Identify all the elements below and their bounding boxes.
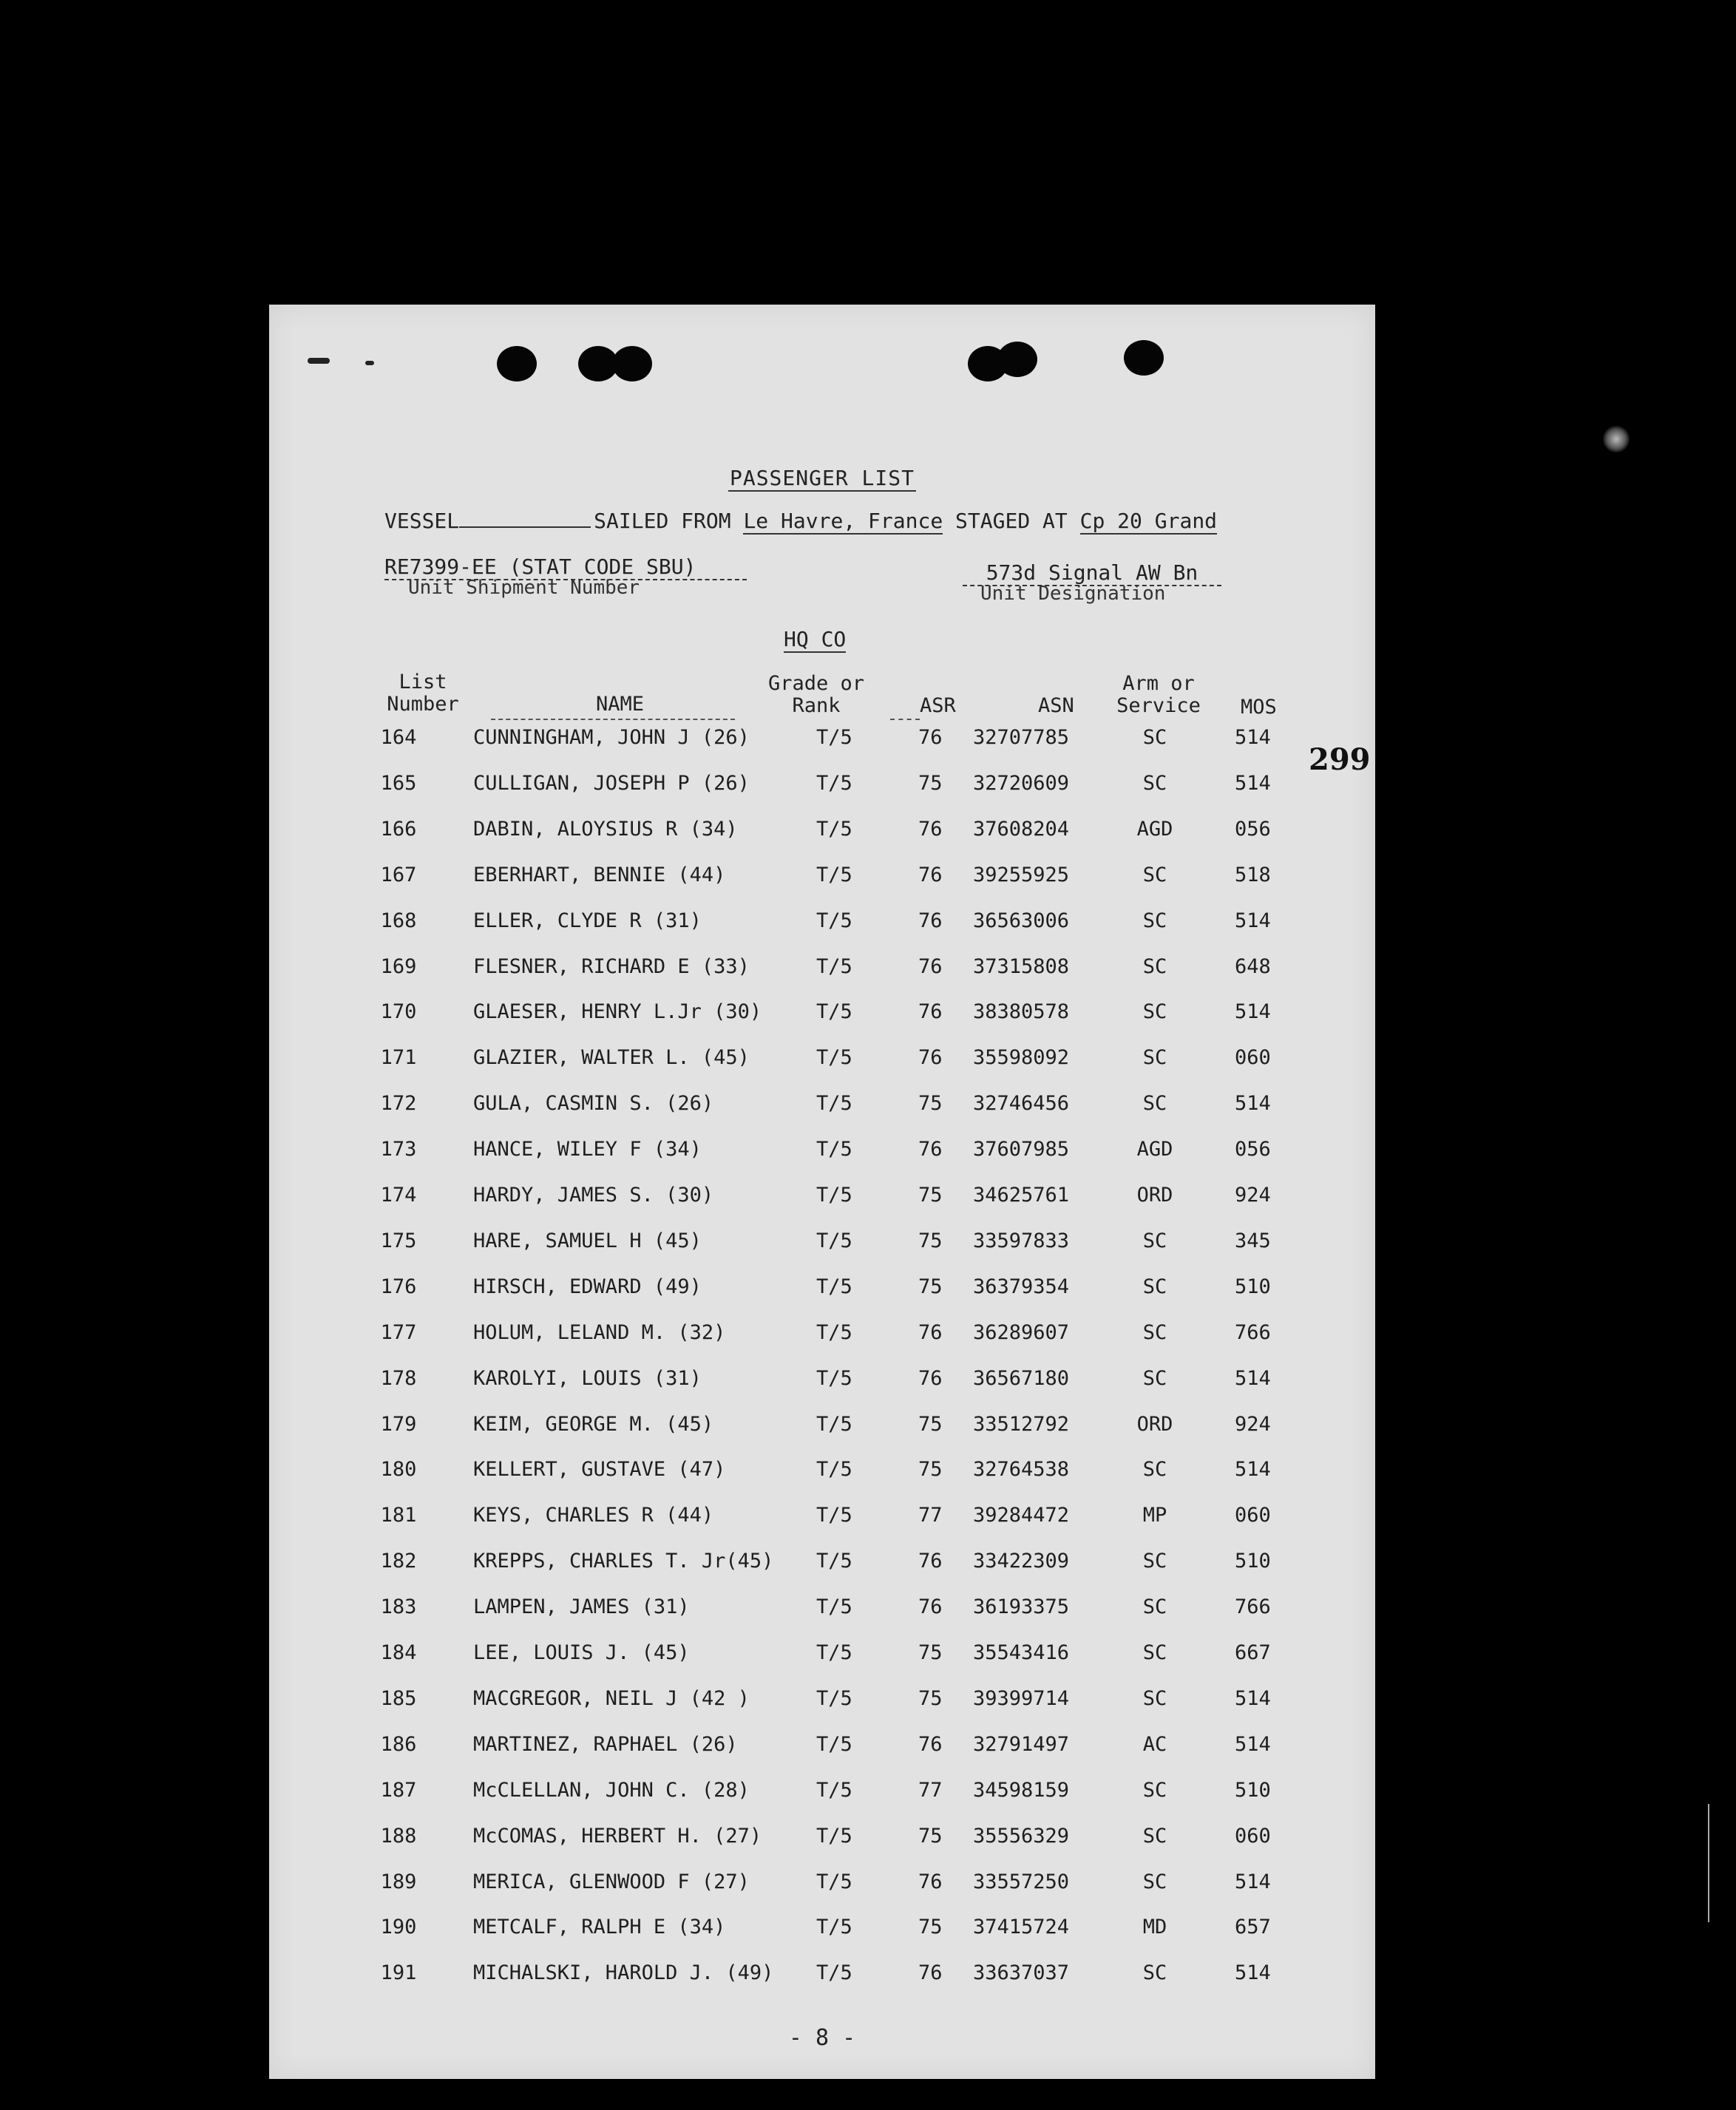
asr-cell: 76: [918, 817, 943, 841]
header-list-number: List Number: [387, 671, 459, 716]
grade-cell: T/5: [816, 1916, 852, 1939]
header-grade: Grade or Rank: [767, 672, 865, 717]
asr-cell: 76: [918, 1000, 943, 1024]
name-cell: HIRSCH, EDWARD (49): [473, 1275, 702, 1298]
asr-cell: 77: [918, 1778, 943, 1802]
asn-cell: 33637037: [973, 1961, 1070, 1985]
grade-cell: T/5: [816, 1961, 852, 1985]
asn-cell: 36379354: [973, 1275, 1070, 1298]
asn-cell: 32746456: [973, 1092, 1070, 1116]
name-cell: HARE, SAMUEL H (45): [473, 1229, 702, 1252]
name-cell: MERICA, GLENWOOD F (27): [473, 1870, 750, 1893]
list-number-cell: 171: [380, 1046, 417, 1070]
arm-cell: ORD: [1136, 1412, 1173, 1436]
table-row: [269, 864, 1375, 893]
asr-cell: 76: [918, 1732, 943, 1756]
list-number-cell: 174: [380, 1184, 417, 1207]
header-rule: [890, 719, 920, 720]
asn-cell: 32720609: [973, 771, 1070, 795]
asn-cell: 37607985: [973, 1138, 1070, 1161]
list-number-cell: 185: [380, 1686, 417, 1710]
name-cell: DABIN, ALOYSIUS R (34): [473, 817, 738, 841]
list-number-cell: 165: [380, 771, 417, 795]
name-cell: ELLER, CLYDE R (31): [473, 909, 702, 932]
vessel-line: [384, 509, 1217, 533]
grade-cell: T/5: [816, 817, 852, 841]
grade-cell: T/5: [816, 1184, 852, 1207]
document-page: [269, 305, 1375, 2079]
grade-cell: T/5: [816, 954, 852, 978]
asn-cell: 38380578: [973, 1000, 1070, 1024]
header-asr: ASR: [920, 694, 956, 717]
mos-cell: 514: [1235, 909, 1271, 932]
table-row: [269, 1825, 1375, 1854]
arm-cell: SC: [1142, 1320, 1167, 1344]
ink-speck: [308, 358, 330, 364]
mos-cell: 510: [1235, 1778, 1271, 1802]
asn-cell: 37608204: [973, 817, 1070, 841]
list-number-cell: 189: [380, 1870, 417, 1893]
list-number-cell: 186: [380, 1732, 417, 1756]
table-row: [269, 1092, 1375, 1122]
table-row: [269, 1321, 1375, 1351]
mos-cell: 514: [1235, 1458, 1271, 1482]
list-number-cell: 187: [380, 1778, 417, 1802]
name-cell: MACGREGOR, NEIL J (42 ): [473, 1686, 750, 1710]
asn-cell: 39284472: [973, 1504, 1070, 1527]
shipment-caption: Unit Shipment Number: [408, 577, 640, 599]
asn-cell: 36289607: [973, 1320, 1070, 1344]
asr-cell: 76: [918, 1366, 943, 1390]
table-row: [269, 772, 1375, 801]
name-cell: LAMPEN, JAMES (31): [473, 1595, 690, 1619]
grade-cell: T/5: [816, 1686, 852, 1710]
name-cell: EBERHART, BENNIE (44): [473, 863, 726, 886]
asr-cell: 76: [918, 726, 943, 749]
grade-cell: T/5: [816, 726, 852, 749]
asn-cell: 33422309: [973, 1550, 1070, 1573]
unit-designation: 573d Signal AW Bn: [963, 560, 1221, 586]
arm-cell: SC: [1142, 1595, 1167, 1619]
asr-cell: 75: [918, 1824, 943, 1848]
mos-cell: 514: [1235, 1961, 1271, 1985]
grade-cell: T/5: [816, 1870, 852, 1893]
mos-cell: 657: [1235, 1916, 1271, 1939]
table-row: [269, 726, 1375, 756]
name-cell: KEYS, CHARLES R (44): [473, 1504, 714, 1527]
asn-cell: 36563006: [973, 909, 1070, 932]
mos-cell: 514: [1235, 1000, 1271, 1024]
asr-cell: 75: [918, 1458, 943, 1482]
arm-cell: SC: [1142, 1366, 1167, 1390]
mos-cell: 514: [1235, 1732, 1271, 1756]
asn-cell: 32791497: [973, 1732, 1070, 1756]
asn-cell: 35556329: [973, 1824, 1070, 1848]
name-cell: LEE, LOUIS J. (45): [473, 1641, 690, 1664]
table-row: [269, 909, 1375, 939]
mos-cell: 514: [1235, 1092, 1271, 1116]
vessel-label: VESSEL: [384, 509, 460, 533]
arm-cell: SC: [1142, 1550, 1167, 1573]
stamp-number: 299: [1309, 742, 1371, 777]
asn-cell: 32707785: [973, 726, 1070, 749]
mos-cell: 510: [1235, 1550, 1271, 1573]
list-number-cell: 177: [380, 1320, 417, 1344]
punch-hole: [997, 342, 1037, 377]
mos-cell: 510: [1235, 1275, 1271, 1298]
asn-cell: 39399714: [973, 1686, 1070, 1710]
table-row: [269, 1550, 1375, 1579]
mos-cell: 924: [1235, 1412, 1271, 1436]
asr-cell: 76: [918, 1138, 943, 1161]
grade-cell: T/5: [816, 1366, 852, 1390]
asn-cell: 33597833: [973, 1229, 1070, 1252]
asr-cell: 75: [918, 1184, 943, 1207]
list-number-cell: 190: [380, 1916, 417, 1939]
staged-at-label: STAGED AT: [955, 509, 1068, 533]
asn-cell: 36193375: [973, 1595, 1070, 1619]
arm-cell: SC: [1142, 1778, 1167, 1802]
asn-cell: 35543416: [973, 1641, 1070, 1664]
page-title: [269, 466, 1375, 490]
table-row: [269, 1779, 1375, 1808]
table-row: [269, 1916, 1375, 1945]
page-number: - 8 -: [788, 2025, 856, 2051]
table-row: [269, 1870, 1375, 1900]
name-cell: MICHALSKI, HAROLD J. (49): [473, 1961, 774, 1985]
name-cell: GLAZIER, WALTER L. (45): [473, 1046, 750, 1070]
mos-cell: 514: [1235, 1366, 1271, 1390]
mos-cell: 514: [1235, 1870, 1271, 1893]
mos-cell: 648: [1235, 954, 1271, 978]
name-cell: HARDY, JAMES S. (30): [473, 1184, 714, 1207]
asr-cell: 75: [918, 1412, 943, 1436]
name-cell: KEIM, GEORGE M. (45): [473, 1412, 714, 1436]
name-cell: KELLERT, GUSTAVE (47): [473, 1458, 726, 1482]
arm-cell: SC: [1142, 863, 1167, 886]
table-row: [269, 1961, 1375, 1991]
arm-cell: SC: [1142, 954, 1167, 978]
mos-cell: 514: [1235, 726, 1271, 749]
list-number-cell: 176: [380, 1275, 417, 1298]
list-number-cell: 184: [380, 1641, 417, 1664]
header-rule: [491, 719, 735, 720]
asr-cell: 76: [918, 1320, 943, 1344]
name-cell: METCALF, RALPH E (34): [473, 1916, 726, 1939]
list-number-cell: 183: [380, 1595, 417, 1619]
table-row: [269, 1413, 1375, 1442]
shipment-number: RE7399-EE (STAT CODE SBU): [384, 554, 747, 580]
grade-cell: T/5: [816, 1275, 852, 1298]
asn-cell: 39255925: [973, 863, 1070, 886]
list-number-cell: 188: [380, 1824, 417, 1848]
name-cell: MARTINEZ, RAPHAEL (26): [473, 1732, 738, 1756]
arm-cell: AGD: [1136, 817, 1173, 841]
grade-cell: T/5: [816, 1092, 852, 1116]
list-number-cell: 166: [380, 817, 417, 841]
list-number-cell: 180: [380, 1458, 417, 1482]
header-asn: ASN: [1038, 694, 1074, 717]
grade-cell: T/5: [816, 1504, 852, 1527]
arm-cell: MP: [1142, 1504, 1167, 1527]
name-cell: HOLUM, LELAND M. (32): [473, 1320, 726, 1344]
light-glare: [1603, 426, 1630, 452]
asn-cell: 33557250: [973, 1870, 1070, 1893]
asr-cell: 75: [918, 1686, 943, 1710]
grade-cell: T/5: [816, 1412, 852, 1436]
mos-cell: 518: [1235, 863, 1271, 886]
list-number-cell: 191: [380, 1961, 417, 1985]
punch-hole: [612, 346, 652, 381]
mos-cell: 056: [1235, 1138, 1271, 1161]
grade-cell: T/5: [816, 1778, 852, 1802]
sailed-from-value: Le Havre, France: [743, 509, 943, 533]
list-number-cell: 170: [380, 1000, 417, 1024]
asr-cell: 77: [918, 1504, 943, 1527]
arm-cell: SC: [1142, 1000, 1167, 1024]
table-row: [269, 1687, 1375, 1717]
arm-cell: MD: [1142, 1916, 1167, 1939]
mos-cell: 514: [1235, 771, 1271, 795]
arm-cell: SC: [1142, 1824, 1167, 1848]
asr-cell: 76: [918, 1870, 943, 1893]
list-number-cell: 181: [380, 1504, 417, 1527]
asn-cell: 33512792: [973, 1412, 1070, 1436]
grade-cell: T/5: [816, 1229, 852, 1252]
arm-cell: SC: [1142, 1870, 1167, 1893]
asn-cell: 35598092: [973, 1046, 1070, 1070]
asr-cell: 76: [918, 909, 943, 932]
grade-cell: T/5: [816, 1595, 852, 1619]
mos-cell: 766: [1235, 1595, 1271, 1619]
table-row: [269, 955, 1375, 985]
arm-cell: AGD: [1136, 1138, 1173, 1161]
table-row: [269, 1595, 1375, 1625]
name-cell: HANCE, WILEY F (34): [473, 1138, 702, 1161]
table-row: [269, 1000, 1375, 1030]
mos-cell: 514: [1235, 1686, 1271, 1710]
punch-hole: [497, 346, 537, 381]
asr-cell: 76: [918, 1961, 943, 1985]
list-number-cell: 172: [380, 1092, 417, 1116]
asr-cell: 75: [918, 1229, 943, 1252]
mos-cell: 060: [1235, 1824, 1271, 1848]
arm-cell: ORD: [1136, 1184, 1173, 1207]
arm-cell: SC: [1142, 1458, 1167, 1482]
grade-cell: T/5: [816, 1046, 852, 1070]
asr-cell: 76: [918, 1550, 943, 1573]
arm-cell: SC: [1142, 1229, 1167, 1252]
list-number-cell: 175: [380, 1229, 417, 1252]
grade-cell: T/5: [816, 863, 852, 886]
list-number-cell: 164: [380, 726, 417, 749]
grade-cell: T/5: [816, 1550, 852, 1573]
name-cell: McCOMAS, HERBERT H. (27): [473, 1824, 762, 1848]
list-number-cell: 173: [380, 1138, 417, 1161]
name-cell: GULA, CASMIN S. (26): [473, 1092, 714, 1116]
name-cell: GLAESER, HENRY L.Jr (30): [473, 1000, 762, 1024]
asn-cell: 32764538: [973, 1458, 1070, 1482]
arm-cell: SC: [1142, 1641, 1167, 1664]
asn-cell: 34625761: [973, 1184, 1070, 1207]
list-number-cell: 178: [380, 1366, 417, 1390]
table-row: [269, 1641, 1375, 1671]
asr-cell: 75: [918, 1092, 943, 1116]
grade-cell: T/5: [816, 1000, 852, 1024]
grade-cell: T/5: [816, 1320, 852, 1344]
grade-cell: T/5: [816, 1641, 852, 1664]
asr-cell: 76: [918, 1595, 943, 1619]
name-cell: KREPPS, CHARLES T. Jr(45): [473, 1550, 774, 1573]
asr-cell: 76: [918, 1046, 943, 1070]
table-row: [269, 1733, 1375, 1763]
table-row: [269, 1229, 1375, 1259]
name-cell: KAROLYI, LOUIS (31): [473, 1366, 702, 1390]
grade-cell: T/5: [816, 1824, 852, 1848]
list-number-cell: 169: [380, 954, 417, 978]
grade-cell: T/5: [816, 1458, 852, 1482]
asn-cell: 37415724: [973, 1916, 1070, 1939]
scan-edge-line: [1708, 1804, 1709, 1922]
section-heading: HQ CO: [784, 627, 847, 651]
header-arm: Arm or Service: [1116, 672, 1201, 717]
grade-cell: T/5: [816, 1138, 852, 1161]
table-row: [269, 1504, 1375, 1533]
arm-cell: SC: [1142, 726, 1167, 749]
asr-cell: 75: [918, 1916, 943, 1939]
list-number-cell: 182: [380, 1550, 417, 1573]
mos-cell: 056: [1235, 817, 1271, 841]
asn-cell: 34598159: [973, 1778, 1070, 1802]
header-name: NAME: [596, 693, 645, 716]
arm-cell: SC: [1142, 1275, 1167, 1298]
arm-cell: SC: [1142, 1961, 1167, 1985]
table-row: [269, 1275, 1375, 1305]
asr-cell: 76: [918, 863, 943, 886]
list-number-cell: 168: [380, 909, 417, 932]
arm-cell: SC: [1142, 1092, 1167, 1116]
mos-cell: 345: [1235, 1229, 1271, 1252]
asn-cell: 36567180: [973, 1366, 1070, 1390]
asr-cell: 75: [918, 1275, 943, 1298]
mos-cell: 667: [1235, 1641, 1271, 1664]
page-title-text: PASSENGER LIST: [729, 466, 915, 490]
staged-at-value: Cp 20 Grand: [1079, 509, 1218, 533]
arm-cell: SC: [1142, 909, 1167, 932]
unit-caption: Unit Designation: [980, 583, 1166, 605]
table-row: [269, 1458, 1375, 1487]
table-row: [269, 1046, 1375, 1076]
asr-cell: 76: [918, 954, 943, 978]
mos-cell: 924: [1235, 1184, 1271, 1207]
header-mos: MOS: [1241, 696, 1277, 719]
grade-cell: T/5: [816, 771, 852, 795]
asr-cell: 75: [918, 771, 943, 795]
punch-hole: [1124, 340, 1164, 376]
name-cell: CULLIGAN, JOSEPH P (26): [473, 771, 750, 795]
ink-speck: [365, 361, 374, 365]
name-cell: CUNNINGHAM, JOHN J (26): [473, 726, 750, 749]
asr-cell: 75: [918, 1641, 943, 1664]
name-cell: McCLELLAN, JOHN C. (28): [473, 1778, 750, 1802]
arm-cell: SC: [1142, 1046, 1167, 1070]
list-number-cell: 167: [380, 863, 417, 886]
mos-cell: 060: [1235, 1046, 1271, 1070]
vessel-blank: [459, 509, 591, 528]
mos-cell: 060: [1235, 1504, 1271, 1527]
asn-cell: 37315808: [973, 954, 1070, 978]
arm-cell: SC: [1142, 1686, 1167, 1710]
table-row: [269, 818, 1375, 847]
name-cell: FLESNER, RICHARD E (33): [473, 954, 750, 978]
arm-cell: SC: [1142, 771, 1167, 795]
mos-cell: 766: [1235, 1320, 1271, 1344]
table-row: [269, 1138, 1375, 1167]
table-row: [269, 1184, 1375, 1213]
grade-cell: T/5: [816, 909, 852, 932]
list-number-cell: 179: [380, 1412, 417, 1436]
sailed-from-label: SAILED FROM: [594, 509, 731, 533]
grade-cell: T/5: [816, 1732, 852, 1756]
table-row: [269, 1367, 1375, 1397]
arm-cell: AC: [1142, 1732, 1167, 1756]
